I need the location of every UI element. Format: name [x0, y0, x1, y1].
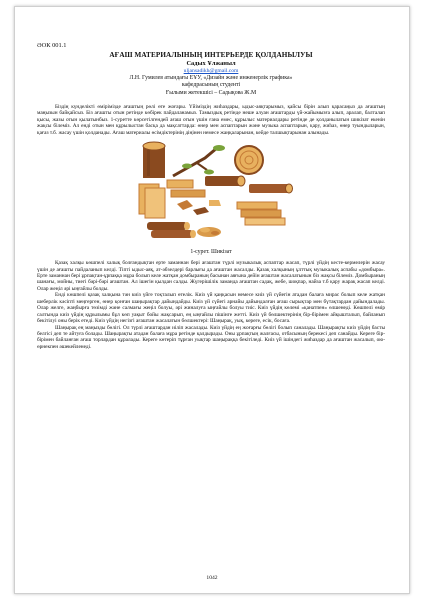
wood-pellets-icon	[197, 227, 221, 237]
author-email-link[interactable]: uljansadikh@gmail.com	[183, 68, 239, 74]
paragraph-yurt: Енді көшпелі қазақ халқына тән киіз үйге тоқталып өтелік. Киіз үй қаңқасын немесе киіз үй сүйегін атадан балаға мирас болып келе жатқан шеберлік кәсіпті меңгерген, өнер қонған шаңырақтар дайындайды. Киіз үй сүйегі арнайы дайындалған ағаш сырықтар мен бүтақтардан дайындалады. Олар желге, жаңбырға төзімді және салмағы жеңіл болуы, әрі жиналуға ыңғайлы болуы тиіс. Киіз үйдің көлемі «қанатпен» өлшенеді. Көшпелі өмір салтында киіз үйдің құрылымы бұл көп уақыт бойы жақсарып, ең ыңғайлы пішінге жетті. Киіз үй бөлшектерінің бір-бірімен айқышталып, байланып бекітілуі оны берік етеді. Киіз үйдің негізгі ағаштан жасалатын бөлшектері: Шаңырақ, уық, кереге, есік, босаға.	[37, 292, 385, 325]
affiliation-line-2: кафедрасының студенті	[181, 82, 241, 89]
wood-materials-illustration	[37, 140, 385, 245]
supervisor-line: Ғылыми жетекшісі – Садықова Ж.М	[165, 89, 257, 96]
stacked-beams-icon	[237, 202, 285, 225]
paragraph-kazakh-wood-use: Қазақ халқы көшпелі халық болғандықтан ерте заманнан бері ағаштан түрлі музыкалық аспаптар жасап, түрлі үйдің кесте-кермелерін жасау үшін де ағашты пайдаланып келді. Тіпті ыдыс-аяқ, ат-әбзелдері барлығы да ағаштан жасалды. Қазақ халқының ұлттық музыкалық аспабы «домбыра». Ерте заманнан бері ұрпақтан-ұрпаққа мұра болып келе жатқан домбыраның басынан аяғына дейін ағаштан жасалатынын біз жақсы білеміз. Домбыраның шанағы, мойны, тиегі бәрі-бәрі ағаштан. Ал ішегін қылдан салды. Жүгерішілік заманда ағаштан садақ, жебе, шоқпар, найза т.б қару жарақ жасап келді. Олар жеңіл әрі ыңғайлы болды.	[37, 260, 385, 292]
affiliation-line-1: Л.Н. Гумилев атындағы ЕҰУ, «Дизайн және инженерлік графика»	[129, 74, 293, 81]
paragraph-intro: Біздің күнделікті өмірімізде ағаштың рөлі өте жоғары. Үйіміздің жиһаздары, ыдыс-аяқтарымыз, қайсы бірін алып қарасаңыз да ағаштың маңызын байқайсыз. Біз ағашты отын ретінде көбірек пайдаланамыз. Тамыздық ретінде неше алуан ағаштарды үй-жайымызға алып, аралап, балталап қысы, жазы отын қылатынбыз. 1-суретте көрсетілгендей ағаш отын үшін ғана емес, құрылыс материалдары ретінде де қолданылатын шикізат екенін жақсы білеміз. Ал енді отын мен құрылыстан басқа да мақсаттарда: өнер мен аспаптарын және музыка аспаптарын, қару, жиһаз, өнер туындыларын, қағаз т.б. жасау үшін қолданады. Ағаш материалы өсімдіктерінің діңінен немесе жаңқаларынан, кейде талшықтарынан алынады.	[37, 103, 385, 136]
paragraph-shanyrak: Шаңырақ ең маңызды бөлігі. Ол түрлі ағаштардан иіліп жасалады. Киіз үйдің ең жоғарғы бөлігі болып саналады. Шаңырақты киіз үйдің басты белгісі деп те айтуға болады. Шаңырақты атадан балаға мұра ретінде қалдырады. Оны ұрпақтың жалғасы, отбасының берекесі деп санайды. Кереге бір-бірімен байланған ағаш торлардан құралады. Кереге көтеріп тұрған уықтар шаңыраққа бекітіледі. Киіз үй ішіндегі жиһаздар да ағаштан жасалып, ою-өрнекпен әшекейленеді.	[37, 324, 385, 350]
page-body	[37, 41, 385, 350]
article-title: АҒАШ МАТЕРИАЛЫНЫҢ ИНТЕРЬЕРДЕ ҚОЛДАНЫЛУЫ	[109, 51, 313, 59]
bark-chips-icon	[177, 200, 221, 215]
log-slice-icon	[235, 146, 263, 174]
tree-stump-icon	[143, 142, 165, 178]
figure-caption: 1-сурет. Шикізат	[190, 249, 232, 256]
author-name: Садых Ұлжаныл	[186, 60, 236, 67]
udc-code: ӘОК 001.1	[37, 42, 67, 49]
branch-with-leaves-icon	[173, 145, 225, 176]
figure-raw-materials	[37, 140, 385, 245]
page-number: 1042	[206, 575, 218, 581]
log-pile-icon	[147, 222, 196, 238]
logs-icon	[205, 176, 293, 193]
document-page	[14, 6, 410, 594]
